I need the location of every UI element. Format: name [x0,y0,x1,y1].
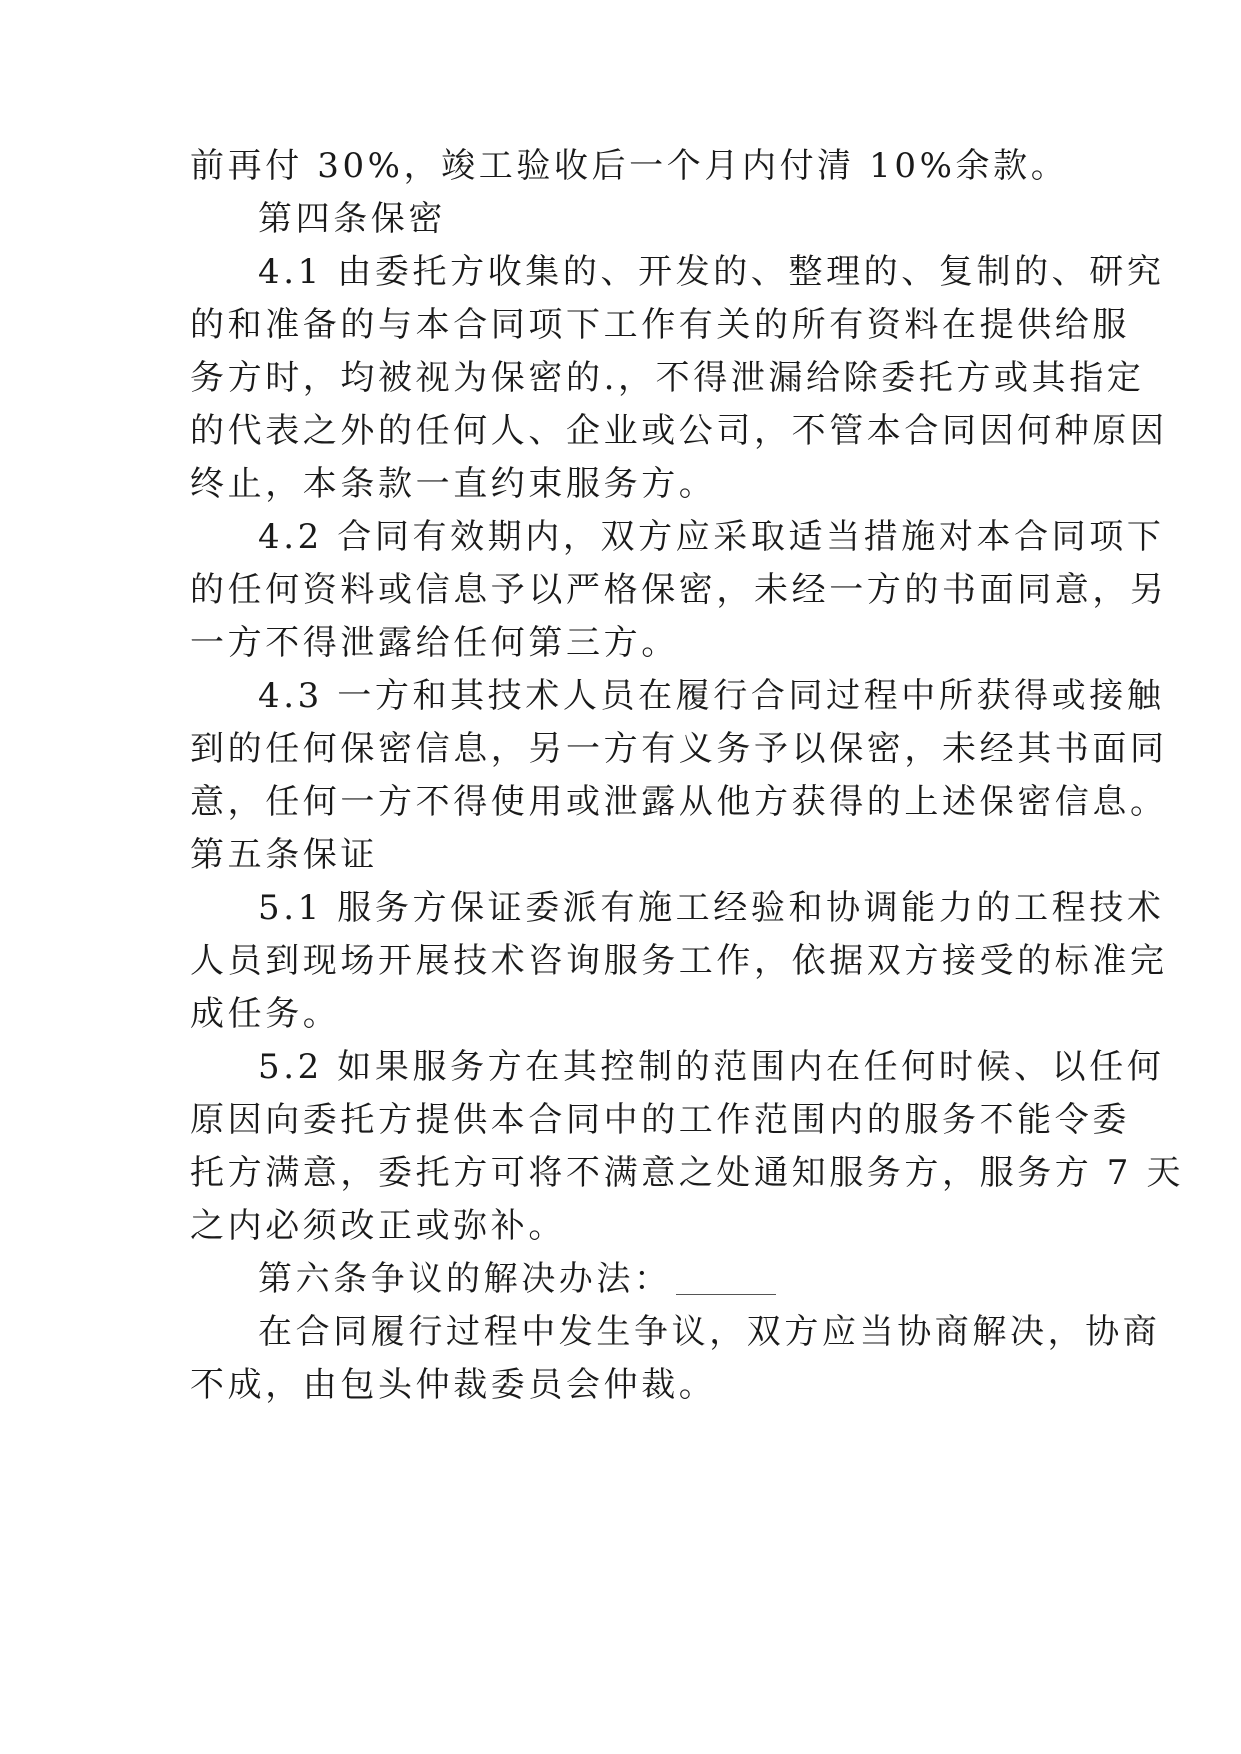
text-line: 之内必须改正或弥补。 [190,1206,566,1246]
text-line: 的和准备的与本合同项下工作有关的所有资料在提供给服 [190,305,1130,345]
text-line: 到的任何保密信息，另一方有义务予以保密，未经其书面同 [190,729,1168,769]
text-line: 原因向委托方提供本合同中的工作范围内的服务不能令委 [190,1100,1130,1140]
text-line: 在合同履行过程中发生争议，双方应当协商解决，协商 [258,1312,1161,1352]
blank-fill-line [676,1292,776,1295]
text-line: 的任何资料或信息予以严格保密，未经一方的书面同意，另 [190,570,1168,610]
text-line: 前再付 30%，竣工验收后一个月内付清 10%余款。 [190,146,1069,186]
text-line: 意，任何一方不得使用或泄露从他方获得的上述保密信息。 [190,782,1168,822]
text-line: 5.2 如果服务方在其控制的范围内在任何时候、以任何 [258,1047,1165,1087]
section-heading: 第五条保证 [190,835,378,875]
text-line: 5.1 服务方保证委派有施工经验和协调能力的工程技术 [258,888,1165,928]
text-line: 务方时，均被视为保密的.，不得泄漏给除委托方或其指定 [190,358,1145,398]
text-line: 4.1 由委托方收集的、开发的、整理的、复制的、研究 [258,252,1165,292]
section-heading: 第四条保密 [258,199,446,239]
text-line: 终止，本条款一直约束服务方。 [190,464,717,504]
text-line: 不成，由包头仲裁委员会仲裁。 [190,1365,717,1405]
text-line: 成任务。 [190,994,341,1034]
section-heading-with-blank [258,1249,1138,1309]
text-line: 的代表之外的任何人、企业或公司，不管本合同因何种原因 [190,411,1168,451]
text-line: 4.2 合同有效期内，双方应采取适当措施对本合同项下 [258,517,1165,557]
text-line: 4.3 一方和其技术人员在履行合同过程中所获得或接触 [258,676,1165,716]
text-line: 一方不得泄露给任何第三方。 [190,623,679,663]
section-heading: 第六条争议的解决办法： [258,1259,672,1299]
text-line: 人员到现场开展技术咨询服务工作，依据双方接受的标准完 [190,941,1168,981]
text-line: 托方满意，委托方可将不满意之处通知服务方，服务方 7 天 [190,1153,1185,1193]
